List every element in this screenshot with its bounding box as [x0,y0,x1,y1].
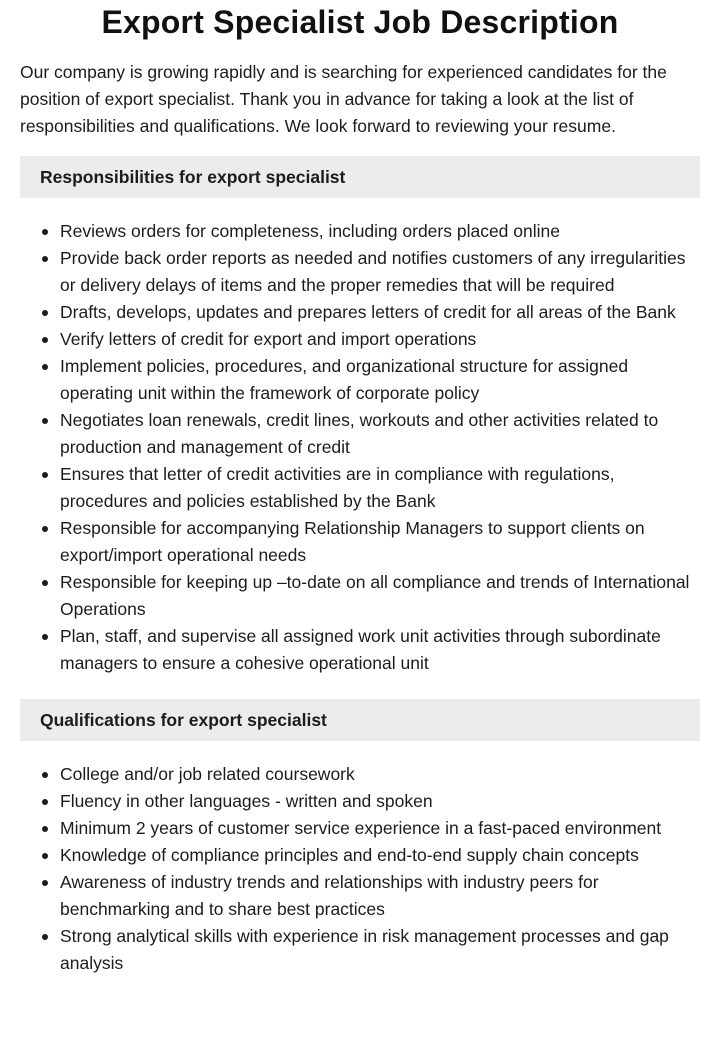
list-item: Fluency in other languages - written and spoken [60,788,700,815]
list-item: Drafts, develops, updates and prepares letters of credit for all areas of the Bank [60,299,700,326]
list-item: Reviews orders for completeness, including orders placed online [60,218,700,245]
list-item: College and/or job related coursework [60,761,700,788]
list-item: Negotiates loan renewals, credit lines, workouts and other activities related to production and management of credit [60,407,700,461]
qualifications-heading-text: Qualifications for export specialist [40,709,327,730]
qualifications-heading [20,699,700,741]
list-item: Implement policies, procedures, and organizational structure for assigned operating unit within the framework of corporate policy [60,353,700,407]
list-item: Responsible for accompanying Relationship Managers to support clients on export/import operational needs [60,515,700,569]
intro-paragraph: Our company is growing rapidly and is searching for experienced candidates for the position of export specialist. Thank you in advance for taking a look at the list of responsibilities and qualifications. We look forward to reviewing your resume. [20,62,667,136]
qualifications-list [20,761,700,977]
list-item: Verify letters of credit for export and import operations [60,326,700,353]
list-item: Responsible for keeping up –to-date on all compliance and trends of International Operations [60,569,700,623]
list-item: Plan, staff, and supervise all assigned work unit activities through subordinate managers to ensure a cohesive operational unit [60,623,700,677]
responsibilities-list [20,218,700,677]
list-item: Strong analytical skills with experience in risk management processes and gap analysis [60,923,700,977]
responsibilities-heading-text: Responsibilities for export specialist [40,166,346,187]
responsibilities-heading [20,156,700,198]
list-item: Awareness of industry trends and relationships with industry peers for benchmarking and to share best practices [60,869,700,923]
list-item: Knowledge of compliance principles and end-to-end supply chain concepts [60,842,700,869]
page-title: Export Specialist Job Description [101,4,619,40]
list-item: Ensures that letter of credit activities are in compliance with regulations, procedures and policies established by the Bank [60,461,700,515]
list-item: Minimum 2 years of customer service experience in a fast-paced environment [60,815,700,842]
list-item: Provide back order reports as needed and notifies customers of any irregularities or delivery delays of items and the proper remedies that will be required [60,245,700,299]
